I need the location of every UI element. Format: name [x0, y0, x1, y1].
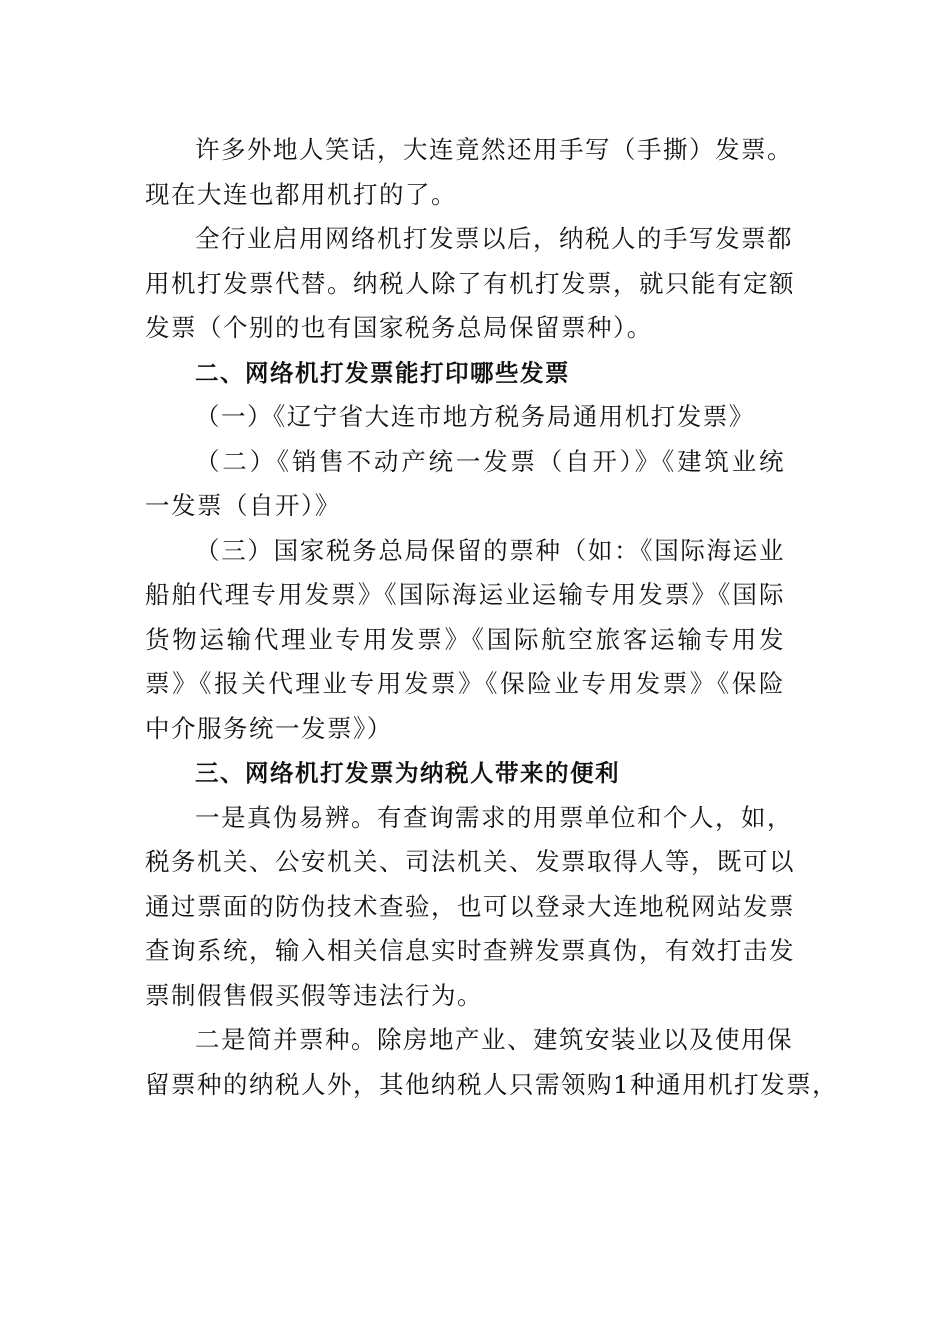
list-item-continuation: 一发票（自开）》 [145, 491, 341, 520]
list-item-continuation: 船舶代理专用发票》《国际海运业运输专用发票》《国际 [145, 580, 785, 609]
paragraph-line: 全行业启用网络机打发票以后，纳税人的手写发票都 [195, 224, 793, 253]
document-body [145, 128, 839, 1107]
paragraph-line: 查询系统，输入相关信息实时查辨发票真伪，有效打击发 [145, 936, 795, 965]
paragraph-line: 留票种的纳税人外，其他纳税人只需领购1种通用机打发票， [145, 1069, 839, 1099]
list-item-continuation: 货物运输代理业专用发票》《国际航空旅客运输专用发 [145, 624, 785, 654]
paragraph-line: 税务机关、公安机关、司法机关、发票取得人等，既可以 [145, 847, 795, 876]
list-item: （一）《辽宁省大连市地方税务局通用机打发票》 [195, 402, 755, 431]
paragraph-line: 票制假售假买假等违法行为。 [145, 980, 483, 1010]
list-item: （三）国家税务总局保留的票种（如：《国际海运业 [195, 535, 785, 565]
paragraph-line: 现在大连也都用机打的了。 [145, 179, 457, 209]
paragraph-line: 许多外地人笑话，大连竟然还用手写（手撕）发票。 [195, 135, 793, 164]
list-item-continuation: 中介服务统一发票》） [145, 713, 393, 743]
list-item-continuation: 票》《报关代理业专用发票》《保险业专用发票》《保险 [145, 669, 785, 698]
paragraph-line: 用机打发票代替。纳税人除了有机打发票，就只能有定额 [145, 268, 795, 298]
paragraph-line: 发票（个别的也有国家税务总局保留票种）。 [145, 313, 653, 342]
section-heading: 二、网络机打发票能打印哪些发票 [195, 358, 570, 387]
section-heading: 三、网络机打发票为纳税人带来的便利 [195, 759, 620, 787]
paragraph-line: 一是真伪易辨。有查询需求的用票单位和个人，如， [195, 802, 793, 832]
list-item: （二）《销售不动产统一发票（自开）》《建筑业统 [195, 446, 785, 476]
paragraph-line: 通过票面的防伪技术查验，也可以登录大连地税网站发票 [145, 891, 795, 921]
paragraph-line: 二是简并票种。除房地产业、建筑安装业以及使用保 [195, 1025, 793, 1054]
